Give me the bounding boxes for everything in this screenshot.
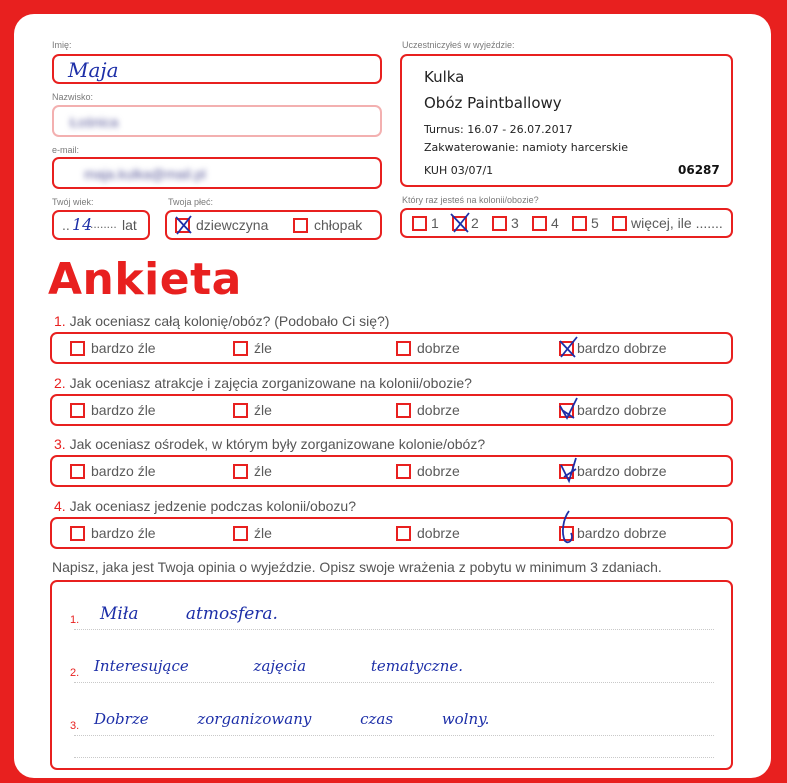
rating-checkbox[interactable]	[396, 341, 411, 356]
rating-option-label: bardzo źle	[91, 340, 156, 356]
opinion-prompt: Napisz, jaka jest Twoja opinia o wyjeździe. Opisz swoje wrażenia z pobytu w minimum 3 zdaniach.	[52, 559, 662, 575]
question-number: 3.	[54, 436, 66, 452]
rating-option-very-good[interactable]	[559, 463, 667, 479]
rating-option-very-good[interactable]	[559, 402, 667, 418]
trip-info-box	[400, 54, 733, 187]
rating-checkbox[interactable]	[396, 464, 411, 479]
gender-option-label: dziewczyna	[196, 217, 269, 233]
times-option-4[interactable]	[532, 215, 559, 231]
rating-option-very-bad[interactable]	[70, 525, 156, 541]
question-number: 2.	[54, 375, 66, 391]
survey-title: Ankieta	[48, 254, 242, 305]
rating-option-label: dobrze	[417, 402, 460, 418]
age-field[interactable]	[52, 210, 150, 240]
rating-option-very-bad[interactable]	[70, 340, 156, 356]
rating-option-good[interactable]	[396, 463, 460, 479]
gender-checkbox-boy[interactable]	[293, 218, 308, 233]
trip-label: Uczestniczyłeś w wyjeździe:	[402, 40, 515, 50]
rating-checkbox[interactable]	[70, 526, 85, 541]
times-checkbox[interactable]	[492, 216, 507, 231]
name-label: Imię:	[52, 40, 72, 50]
gender-option-girl[interactable]	[175, 217, 268, 233]
rating-option-bad[interactable]	[233, 525, 272, 541]
rating-checkbox[interactable]	[559, 526, 574, 541]
rating-checkbox[interactable]	[396, 403, 411, 418]
times-checkbox[interactable]	[532, 216, 547, 231]
answer-number: 1.	[70, 614, 80, 626]
question-text: Jak oceniasz jedzenie podczas kolonii/obozu?	[69, 498, 356, 514]
rating-option-label: źle	[254, 463, 272, 479]
rating-option-very-bad[interactable]	[70, 463, 156, 479]
rating-option-label: źle	[254, 402, 272, 418]
gender-checkbox-girl[interactable]	[175, 218, 190, 233]
rating-option-label: bardzo źle	[91, 402, 156, 418]
times-option-label: 2	[471, 215, 479, 231]
rating-checkbox[interactable]	[70, 464, 85, 479]
rating-option-very-good[interactable]	[559, 340, 667, 356]
gender-label: Twoja płeć:	[168, 197, 214, 207]
times-label: Który raz jesteś na kolonii/obozie?	[402, 195, 539, 205]
age-label: Twój wiek:	[52, 197, 94, 207]
gender-option-label: chłopak	[314, 217, 363, 233]
question-text: Jak oceniasz ośrodek, w którym były zorganizowane kolonie/obóz?	[69, 436, 486, 452]
answer-number: 2.	[70, 667, 80, 679]
rating-checkbox[interactable]	[70, 403, 85, 418]
question-4	[54, 498, 356, 514]
rating-option-label: dobrze	[417, 340, 460, 356]
times-option-1[interactable]	[412, 215, 439, 231]
rating-row-2	[50, 394, 733, 426]
answer-number: 3.	[70, 720, 80, 732]
answer-text: Dobrze zorganizowany czas wolny.	[94, 710, 490, 728]
email-label: e-mail:	[52, 145, 80, 155]
trip-number: 06287	[678, 163, 720, 177]
rating-option-label: bardzo dobrze	[577, 463, 667, 479]
rating-option-very-bad[interactable]	[70, 402, 156, 418]
surname-value: Łośnica	[70, 114, 119, 130]
rating-option-label: źle	[254, 525, 272, 541]
rating-option-good[interactable]	[396, 525, 460, 541]
times-option-more[interactable]	[612, 215, 723, 231]
trip-org: Kulka	[424, 68, 465, 86]
question-number: 4.	[54, 498, 66, 514]
rating-row-3	[50, 455, 733, 487]
times-option-5[interactable]	[572, 215, 599, 231]
question-1	[54, 313, 389, 329]
answer-line	[74, 735, 714, 736]
rating-row-4	[50, 517, 733, 549]
rating-row-1	[50, 332, 733, 364]
answer-line	[74, 757, 714, 758]
name-value: Maja	[68, 58, 119, 82]
times-option-label: 5	[591, 215, 599, 231]
times-option-3[interactable]	[492, 215, 519, 231]
rating-checkbox[interactable]	[559, 403, 574, 418]
opinion-box[interactable]	[50, 580, 733, 770]
answer-text: Interesujące zajęcia tematyczne.	[94, 657, 464, 675]
surname-field[interactable]	[52, 105, 382, 137]
rating-option-label: dobrze	[417, 463, 460, 479]
rating-checkbox[interactable]	[396, 526, 411, 541]
question-3	[54, 436, 485, 452]
survey-sheet	[14, 14, 771, 778]
question-text: Jak oceniasz atrakcje i zajęcia zorganizowane na kolonii/obozie?	[69, 375, 472, 391]
rating-option-label: bardzo dobrze	[577, 340, 667, 356]
gender-field	[165, 210, 382, 240]
question-number: 1.	[54, 313, 66, 329]
trip-name: Obóz Paintballowy	[424, 94, 562, 112]
age-dots-before: ..	[62, 217, 70, 233]
rating-checkbox[interactable]	[559, 464, 574, 479]
email-field[interactable]	[52, 157, 382, 189]
rating-option-very-good[interactable]	[559, 525, 667, 541]
rating-option-label: bardzo dobrze	[577, 402, 667, 418]
question-2	[54, 375, 472, 391]
age-value: 14	[72, 215, 93, 234]
rating-checkbox[interactable]	[559, 341, 574, 356]
age-unit: lat	[122, 217, 137, 233]
times-option-label: 1	[431, 215, 439, 231]
answer-text: Miła atmosfera.	[100, 604, 278, 624]
question-text: Jak oceniasz całą kolonię/obóz? (Podobało Ci się?)	[69, 313, 390, 329]
trip-turnus: Turnus: 16.07 - 26.07.2017	[424, 123, 573, 136]
rating-checkbox[interactable]	[233, 341, 248, 356]
trip-code: KUH 03/07/1	[424, 164, 494, 177]
answer-line	[74, 682, 714, 683]
answer-line	[74, 629, 714, 630]
times-checkbox[interactable]	[452, 216, 467, 231]
email-value: maja.kulka@mail.pl	[84, 166, 206, 182]
rating-option-good[interactable]	[396, 340, 460, 356]
times-field	[400, 208, 733, 238]
rating-option-label: bardzo źle	[91, 463, 156, 479]
gender-option-boy[interactable]	[293, 217, 362, 233]
age-dots-after: ........	[90, 217, 117, 231]
rating-option-bad[interactable]	[233, 402, 272, 418]
rating-option-label: bardzo dobrze	[577, 525, 667, 541]
times-option-2[interactable]	[452, 215, 479, 231]
times-checkbox[interactable]	[412, 216, 427, 231]
times-option-label: więcej, ile .......	[631, 215, 723, 231]
times-checkbox[interactable]	[572, 216, 587, 231]
rating-checkbox[interactable]	[233, 403, 248, 418]
rating-checkbox[interactable]	[233, 526, 248, 541]
rating-option-good[interactable]	[396, 402, 460, 418]
rating-checkbox[interactable]	[70, 341, 85, 356]
rating-option-label: dobrze	[417, 525, 460, 541]
name-field[interactable]	[52, 54, 382, 84]
rating-option-bad[interactable]	[233, 340, 272, 356]
times-checkbox[interactable]	[612, 216, 627, 231]
rating-checkbox[interactable]	[233, 464, 248, 479]
trip-accommodation: Zakwaterowanie: namioty harcerskie	[424, 141, 628, 154]
rating-option-label: źle	[254, 340, 272, 356]
surname-label: Nazwisko:	[52, 92, 94, 102]
rating-option-bad[interactable]	[233, 463, 272, 479]
times-option-label: 4	[551, 215, 559, 231]
rating-option-label: bardzo źle	[91, 525, 156, 541]
times-option-label: 3	[511, 215, 519, 231]
